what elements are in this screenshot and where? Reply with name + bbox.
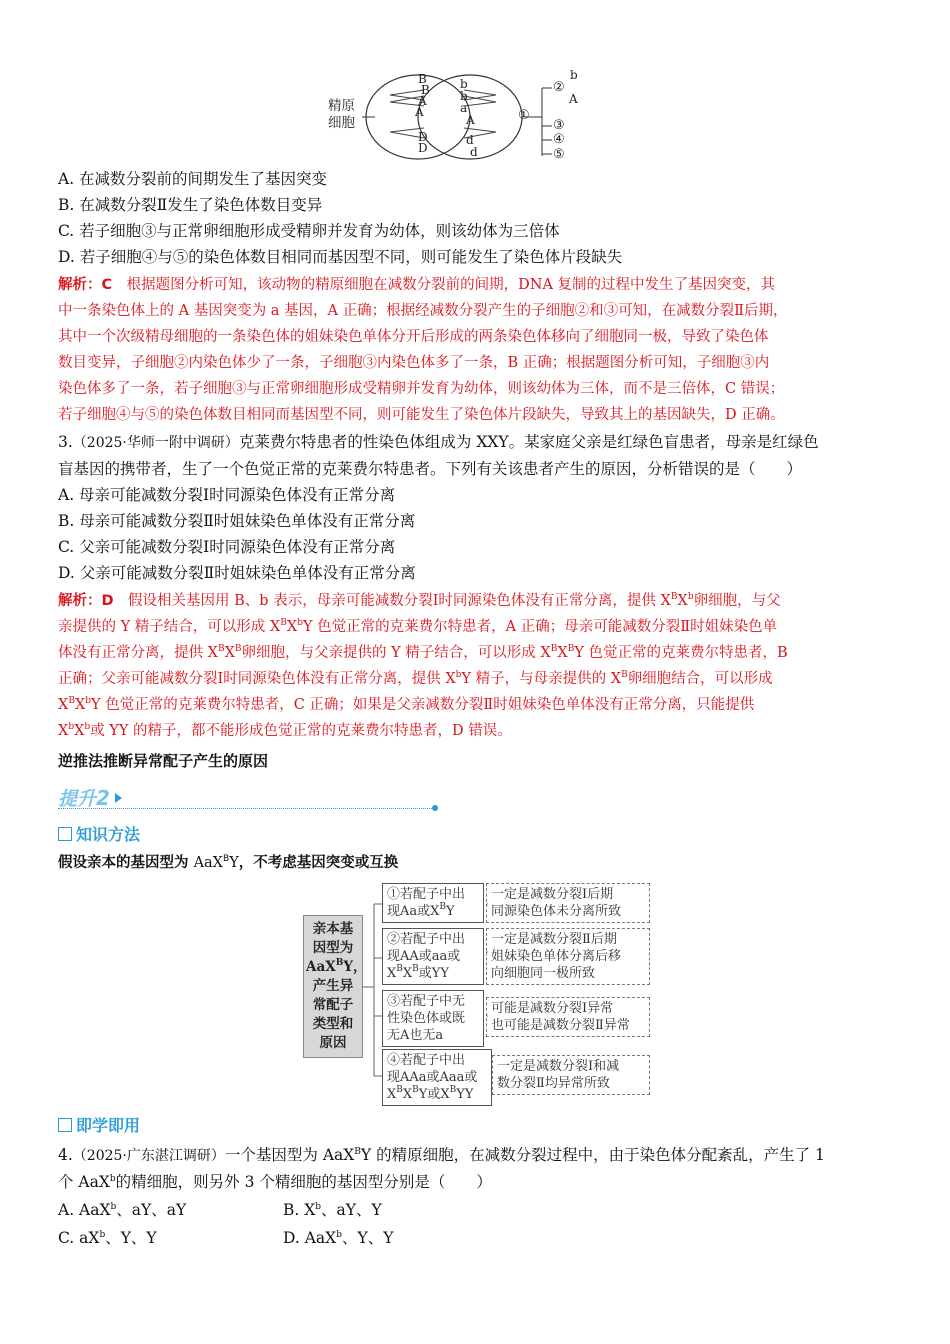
- practice-heading: 即学即用: [58, 1113, 140, 1139]
- q2-option-b: B. 在减数分裂Ⅱ发生了染色体数目变异: [58, 196, 323, 214]
- circle-1: ①: [518, 108, 530, 123]
- banner-dot: [432, 805, 438, 811]
- case-4-result: 一定是减数分裂Ⅰ和减 数分裂Ⅱ均异常所致: [492, 1055, 650, 1095]
- q3-option-d: D. 父亲可能减数分裂Ⅱ时姐妹染色单体没有正常分离: [58, 564, 416, 582]
- case-2-condition: ②若配子中出 现AA或aa或 $X^BX^B$或YY: [382, 928, 484, 985]
- case-1-result: 一定是减数分裂Ⅰ后期 同源染色体未分离所致: [486, 883, 650, 923]
- tisheng-banner: 提升2: [58, 784, 438, 812]
- play-icon: [115, 793, 122, 803]
- left-letters: B B A A D D: [415, 72, 430, 155]
- q4-option-c: C. $aX^b$、Y、Y: [58, 1229, 157, 1247]
- case-3-condition: ③若配子中无 性染色体或既 无A也无a: [382, 990, 484, 1047]
- q3-option-c: C. 父亲可能减数分裂Ⅰ时同源染色体没有正常分离: [58, 538, 396, 556]
- q4-option-b: B. $X^b$、aY、Y: [283, 1201, 382, 1219]
- knowledge-heading: 知识方法: [58, 822, 140, 848]
- q2-option-d: D. 若子细胞④与⑤的染色体数目相同而基因型不同，则可能发生了染色体片段缺失: [58, 248, 623, 266]
- meiosis-figure: [320, 70, 580, 170]
- q2-option-c: C. 若子细胞③与正常卵细胞形成受精卵并发育为幼体，则该幼体为三倍体: [58, 222, 560, 240]
- checkbox-icon: [58, 827, 72, 841]
- q3-analysis: 解析：D 假设相关基因用 B、b 表示，母亲可能减数分裂Ⅰ时同源染色体没有正常分离，提供 $X^BX^b$卵细胞，与父 亲提供的 Y 精子结合，可以形成 $X^BX^bY$ 色觉正常的克莱费尔特患者，A 正确；母亲可能减数分裂Ⅱ时姐妹染色单 体没有正常分离，提供 $X^BX^B$卵细胞，与父亲提供的 Y 精子结合，可以形成 $X^BX^BY$ 色觉正常的克莱费尔特患者，B 正确；父亲可能减数分裂Ⅰ时同源染色体没有正常分离，提供 $X^bY$ 精子，与母亲提供的 $X^B$卵细胞结合，可以形成 $X^BX^bY$ 色觉正常的克莱费尔特患者，C 正确；如果是父亲减数分裂Ⅱ时姐妹染色单体没有正常分离，只能提供 $X^bX^b$或 YY 的精子，都不能形成色觉正常的克莱费尔特患者，D 错误。: [58, 592, 788, 739]
- q3-option-a: A. 母亲可能减数分裂Ⅰ时同源染色体没有正常分离: [58, 486, 396, 504]
- banner-line: [58, 808, 434, 809]
- q4-option-a: A. AaX$^b$、aY、aY: [58, 1201, 187, 1219]
- circle-4: ④: [553, 132, 565, 147]
- circle-5: ⑤: [553, 147, 565, 162]
- q2-option-a: A. 在减数分裂前的间期发生了基因突变: [58, 170, 328, 188]
- question-4: 4.（2025·广东湛江调研）一个基因型为 AaX$^B$Y 的精原细胞，在减数分裂过程中，由于染色体分配紊乱，产生了 1 个 AaX$^b$的精细胞，则另外 3 个精细胞的基因型分别是（ ） A. AaX$^b$、aY、aY B. $X^b$、aY、Y C. $aX^b$、Y、Y D. AaX$^b$、Y、Y: [58, 1142, 892, 1251]
- cell-label: 精原 细胞: [328, 98, 355, 131]
- checkbox-icon: [58, 1118, 72, 1132]
- right-letters: b b a A d d: [460, 77, 478, 159]
- q4-option-d: D. AaX$^b$、Y、Y: [283, 1229, 394, 1247]
- knowledge-premise: 假设亲本的基因型为 AaX$^B$Y，不考虑基因突变或互换: [58, 854, 399, 871]
- circle-3: ③: [553, 118, 565, 133]
- circle-2: ②: [553, 80, 565, 95]
- case-4-condition: ④若配子中出 现AAa或Aaa或 $X^BX^BY$或$X^BYY$: [382, 1049, 492, 1106]
- case-3-result: 可能是减数分裂Ⅰ异常 也可能是减数分裂Ⅱ异常: [486, 997, 650, 1037]
- small-A: A: [569, 92, 578, 106]
- case-1-condition: ①若配子中出 现Aa或$X^BY$: [382, 883, 484, 923]
- section-title: 逆推法推断异常配子产生的原因: [58, 752, 269, 770]
- question-3: 3.（2025·华师一附中调研）克莱费尔特患者的性染色体组成为 XXY。某家庭父亲是红绿色盲患者，母亲是红绿色 盲基因的携带者，生了一个色觉正常的克莱费尔特患者。下列有关该患者产生的原因，分析错误的是（ ） A. 母亲可能减数分裂Ⅰ时同源染色体没有正常分离 B. 母亲可能减数分裂Ⅱ时姐妹染色单体没有正常分离 C. 父亲可能减数分裂Ⅰ时同源染色体没有正常分离 D. 父亲可能减数分裂Ⅱ时姐妹染色单体没有正常分离: [58, 429, 892, 586]
- q3-option-b: B. 母亲可能减数分裂Ⅱ时姐妹染色单体没有正常分离: [58, 512, 416, 530]
- case-2-result: 一定是减数分裂Ⅱ后期 姐妹染色单体分离后移 向细胞同一极所致: [486, 928, 650, 985]
- q2-analysis: 解析：C 根据题图分析可知，该动物的精原细胞在减数分裂前的间期，DNA 复制的过程中发生了基因突变，其 中一条染色体上的 A 基因突变为 a 基因，A 正确；根据经减数分裂产生的子细胞②和③可知，在减数分裂Ⅱ后期， 其中一个次级精母细胞的一条染色体的姐妹染色单体分开后形成的两条染色体移向了细胞同一极，导致了染色体 数目变异，子细胞②内染色体少了一条，子细胞③内染色体多了一条，B 正确；根据题图分析可知，子细胞③内 染色体多了一条，若子细胞③与正常卵细胞形成受精卵并发育为幼体，则该幼体为三体，而不是三倍体，C 错误； 若子细胞④与⑤的染色体数目相同而基因型不同，则可能发生了染色体片段缺失，导致其上的基因缺失，D 正确。: [58, 277, 788, 423]
- mindmap-root: 亲本基 因型为 AaX$^B$Y， 产生异 常配子 类型和 原因: [303, 915, 363, 1058]
- small-b: b: [570, 68, 578, 82]
